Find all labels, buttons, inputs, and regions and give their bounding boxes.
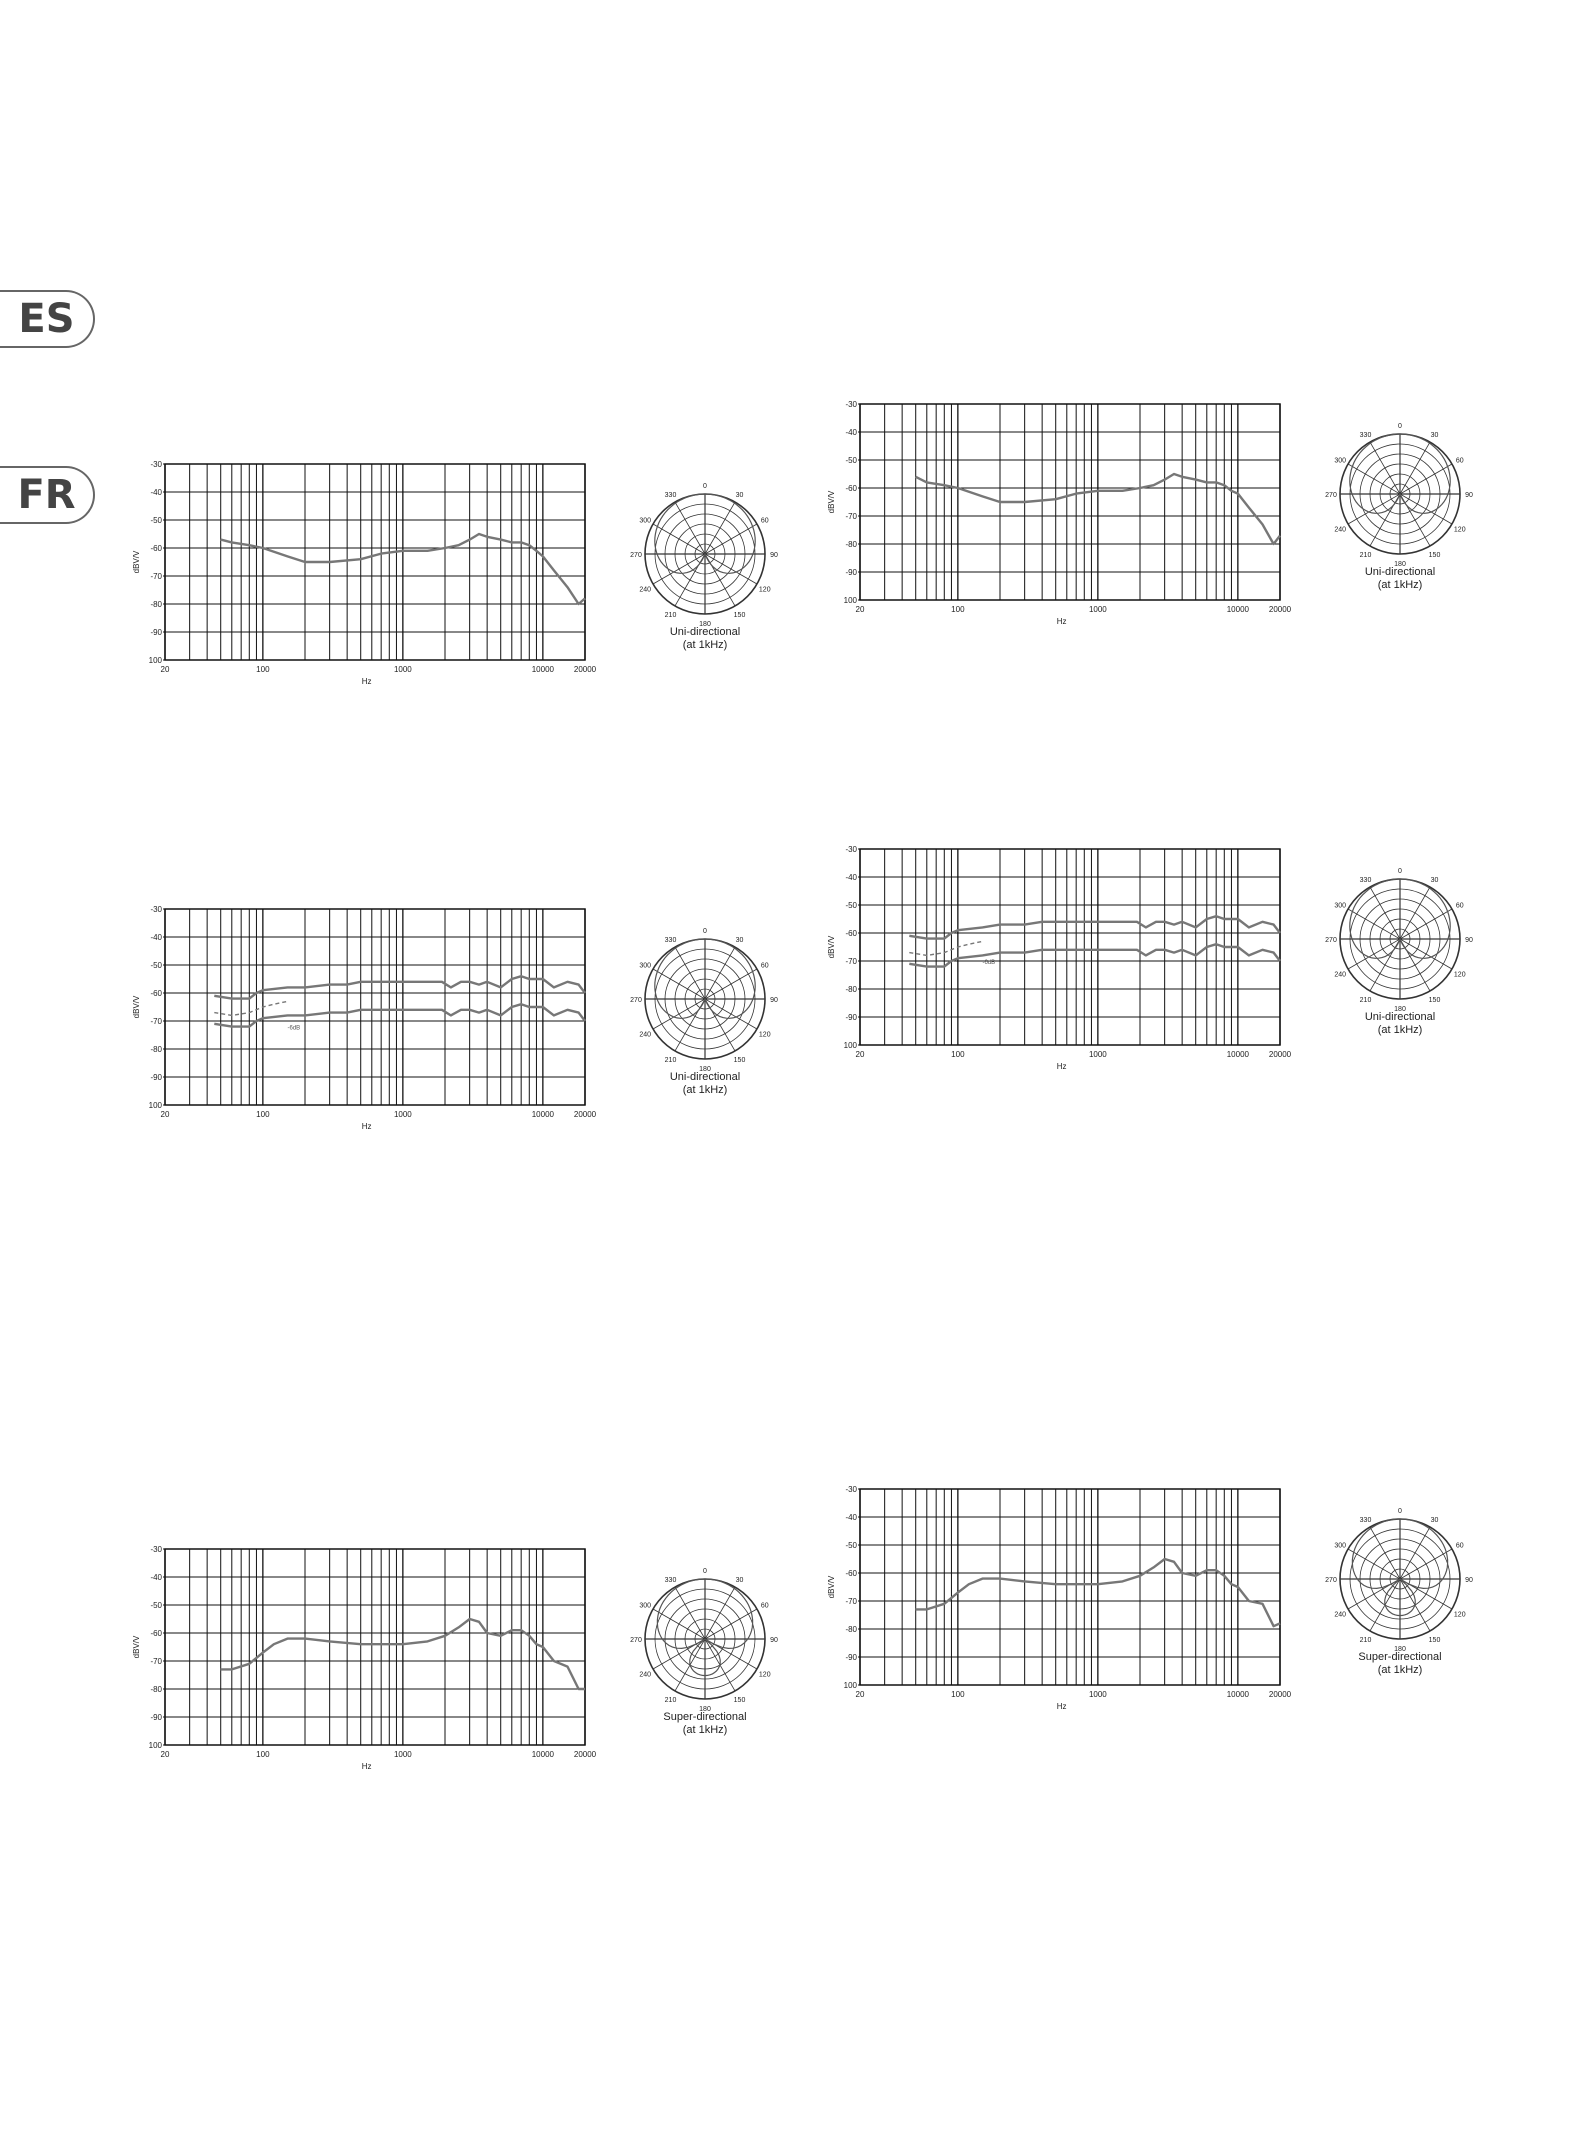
y-tick-label: -80 <box>150 1685 162 1694</box>
x-axis-label: Hz <box>1056 617 1067 626</box>
y-tick-label: -60 <box>845 484 857 493</box>
polar-angle-label: 0 <box>1398 868 1402 875</box>
polar-angle-label: 210 <box>664 611 677 619</box>
y-tick-label: -90 <box>845 1013 857 1022</box>
polar-angle-label: 90 <box>770 552 778 559</box>
y-tick-label: -50 <box>845 1541 857 1550</box>
y-tick-label: -50 <box>150 961 162 970</box>
x-tick-label: 100 <box>256 665 270 674</box>
polar-caption <box>625 626 785 652</box>
x-tick-label: 20000 <box>573 1110 597 1119</box>
polar-caption <box>625 1711 785 1737</box>
x-tick-label: 100 <box>256 1750 270 1759</box>
language-tab-es-label: ES <box>18 296 75 342</box>
x-tick-label: 100 <box>951 1690 965 1699</box>
y-tick-label: -30 <box>845 1485 857 1494</box>
y-tick-label: -60 <box>150 1629 162 1638</box>
plot-frame <box>860 849 1280 1045</box>
y-tick-label: -70 <box>150 1657 162 1666</box>
y-tick-label: -70 <box>845 512 857 521</box>
y-axis-label: dBV/V <box>132 550 141 574</box>
response-chart <box>820 845 1500 1145</box>
polar-angle-label: 180 <box>699 1066 711 1073</box>
y-axis-label: dBV/V <box>827 1575 836 1599</box>
polar-caption <box>625 1071 785 1097</box>
polar-caption-line: Uni-directional <box>1364 1011 1436 1023</box>
response-curve-3 <box>909 941 982 955</box>
polar-angle-label: 330 <box>1359 877 1372 885</box>
polar-angle-label: 240 <box>639 1031 652 1039</box>
polar-angle-label: 270 <box>1325 492 1337 499</box>
plot-grid <box>165 909 585 1105</box>
y-tick-label: -70 <box>150 1017 162 1026</box>
polar-angle-label: 150 <box>733 1696 746 1704</box>
polar-angle-label: 210 <box>664 1696 677 1704</box>
polar-angle-label: 0 <box>703 483 707 490</box>
x-tick-label: 20 <box>855 1690 865 1699</box>
plot-frame <box>860 1489 1280 1685</box>
y-tick-label: -70 <box>845 1597 857 1606</box>
x-tick-label: 10000 <box>531 1750 554 1759</box>
polar-angle-label: 330 <box>664 492 677 500</box>
polar-angle-label: 240 <box>639 1671 652 1679</box>
response-panel-3 <box>125 905 805 1205</box>
response-panel-6 <box>820 1485 1500 1785</box>
polar-angle-label: 0 <box>1398 423 1402 430</box>
polar-angle-label: 180 <box>1394 1646 1406 1653</box>
polar-angle-label: 60 <box>760 517 769 525</box>
plot-frame <box>860 404 1280 600</box>
polar-caption-line: (at 1kHz) <box>682 1084 728 1096</box>
y-tick-label: -30 <box>845 400 857 409</box>
polar-angle-label: 0 <box>703 1568 707 1575</box>
polar-caption-line: (at 1kHz) <box>682 1724 728 1736</box>
y-tick-label: -50 <box>150 1601 162 1610</box>
y-tick-label: -30 <box>150 1545 162 1554</box>
polar-angle-label: 210 <box>1359 551 1372 559</box>
x-tick-label: 20 <box>160 665 170 674</box>
plot-grid <box>860 1489 1280 1685</box>
x-tick-label: 1000 <box>1088 605 1107 614</box>
x-tick-label: 10000 <box>1226 1690 1249 1699</box>
polar-caption <box>1320 1011 1480 1037</box>
polar-angle-label: 270 <box>630 552 642 559</box>
y-tick-label: 100 <box>148 1741 162 1750</box>
y-tick-label: -50 <box>845 456 857 465</box>
y-tick-label: -60 <box>845 929 857 938</box>
polar-angle-label: 90 <box>1465 937 1473 944</box>
y-tick-label: -60 <box>150 544 162 553</box>
polar-angle-label: 30 <box>735 1577 744 1585</box>
y-tick-label: -90 <box>845 1653 857 1662</box>
x-tick-label: 20 <box>160 1750 170 1759</box>
x-tick-label: 10000 <box>1226 1050 1249 1059</box>
x-axis-label: Hz <box>361 1122 372 1131</box>
x-tick-label: 100 <box>951 1050 965 1059</box>
polar-angle-label: 240 <box>1334 526 1347 534</box>
response-curve-3 <box>214 1001 287 1015</box>
x-tick-label: 20000 <box>573 665 597 674</box>
response-panel-2 <box>820 400 1500 700</box>
polar-caption <box>1320 566 1480 592</box>
polar-angle-label: 300 <box>639 1602 652 1610</box>
plot-frame <box>165 1549 585 1745</box>
plot-grid <box>860 849 1280 1045</box>
polar-angle-label: 120 <box>1453 1611 1466 1619</box>
polar-angle-label: 180 <box>699 621 711 628</box>
y-tick-label: 100 <box>843 1681 857 1690</box>
plot-grid <box>165 464 585 660</box>
response-chart <box>125 460 805 760</box>
x-tick-label: 20 <box>855 1050 865 1059</box>
polar-angle-label: 240 <box>639 586 652 594</box>
polar-angle-label: 300 <box>1334 902 1347 910</box>
polar-angle-label: 180 <box>1394 561 1406 568</box>
language-tab-fr-label: FR <box>17 472 76 518</box>
polar-angle-label: 120 <box>758 1031 771 1039</box>
y-tick-label: -40 <box>150 488 162 497</box>
y-tick-label: -40 <box>845 873 857 882</box>
response-chart <box>820 400 1500 700</box>
polar-angle-label: 90 <box>1465 1577 1473 1584</box>
polar-caption-line: (at 1kHz) <box>1377 579 1423 591</box>
y-tick-label: 100 <box>843 1041 857 1050</box>
y-tick-label: -80 <box>845 540 857 549</box>
response-chart <box>125 1545 805 1845</box>
polar-angle-label: 30 <box>1430 432 1439 440</box>
polar-angle-label: 120 <box>1453 526 1466 534</box>
polar-angle-label: 60 <box>760 1602 769 1610</box>
polar-angle-label: 270 <box>1325 1577 1337 1584</box>
polar-angle-label: 270 <box>630 1637 642 1644</box>
polar-angle-label: 0 <box>703 928 707 935</box>
response-chart <box>125 905 805 1205</box>
polar-angle-label: 300 <box>1334 1542 1347 1550</box>
polar-caption-line: Uni-directional <box>1364 566 1436 578</box>
y-tick-label: -90 <box>150 1713 162 1722</box>
y-tick-label: -80 <box>845 1625 857 1634</box>
polar-caption-line: (at 1kHz) <box>1377 1024 1423 1036</box>
polar-angle-label: 150 <box>733 611 746 619</box>
y-axis-label: dBV/V <box>827 490 836 514</box>
x-tick-label: 10000 <box>1226 605 1249 614</box>
y-tick-label: -30 <box>150 460 162 469</box>
polar-angle-label: 240 <box>1334 1611 1347 1619</box>
response-panel-1 <box>125 460 805 760</box>
y-tick-label: -40 <box>845 1513 857 1522</box>
polar-angle-label: 150 <box>733 1056 746 1064</box>
language-tab-fr[interactable] <box>0 466 95 524</box>
y-tick-label: -80 <box>150 600 162 609</box>
response-panel-4 <box>820 845 1500 1145</box>
polar-angle-label: 180 <box>1394 1006 1406 1013</box>
x-tick-label: 20000 <box>1268 1690 1292 1699</box>
polar-angle-label: 300 <box>639 517 652 525</box>
language-tab-es[interactable] <box>0 290 95 348</box>
x-axis-label: Hz <box>361 677 372 686</box>
x-tick-label: 1000 <box>393 665 412 674</box>
x-tick-label: 1000 <box>1088 1050 1107 1059</box>
x-tick-label: 100 <box>256 1110 270 1119</box>
polar-angle-label: 30 <box>735 492 744 500</box>
polar-caption <box>1320 1651 1480 1677</box>
x-tick-label: 20000 <box>573 1750 597 1759</box>
y-tick-label: -60 <box>150 989 162 998</box>
y-tick-label: -50 <box>150 516 162 525</box>
polar-angle-label: 210 <box>1359 996 1372 1004</box>
polar-angle-label: 330 <box>664 1577 677 1585</box>
polar-caption-line: Super-directional <box>1358 1651 1442 1663</box>
x-axis-label: Hz <box>1056 1062 1067 1071</box>
polar-angle-label: 90 <box>1465 492 1473 499</box>
polar-angle-label: 300 <box>1334 457 1347 465</box>
polar-angle-label: 60 <box>1455 902 1464 910</box>
polar-angle-label: 270 <box>630 997 642 1004</box>
polar-angle-label: 90 <box>770 997 778 1004</box>
polar-angle-label: 30 <box>1430 877 1439 885</box>
y-tick-label: -50 <box>845 901 857 910</box>
y-tick-label: -40 <box>150 933 162 942</box>
polar-angle-label: 60 <box>1455 1542 1464 1550</box>
y-axis-label: dBV/V <box>827 935 836 959</box>
y-axis-label: dBV/V <box>132 1635 141 1659</box>
y-tick-label: -60 <box>845 1569 857 1578</box>
polar-angle-label: 30 <box>735 937 744 945</box>
polar-caption-line: Uni-directional <box>669 1071 741 1083</box>
polar-caption-line: (at 1kHz) <box>1377 1664 1423 1676</box>
polar-angle-label: 150 <box>1428 996 1441 1004</box>
curve-annotation: -6dB <box>982 960 996 966</box>
polar-angle-label: 150 <box>1428 1636 1441 1644</box>
x-axis-label: Hz <box>1056 1702 1067 1711</box>
x-tick-label: 10000 <box>531 665 554 674</box>
polar-caption-line: (at 1kHz) <box>682 639 728 651</box>
polar-caption-line: Uni-directional <box>669 626 741 638</box>
polar-angle-label: 120 <box>758 586 771 594</box>
y-tick-label: -30 <box>150 905 162 914</box>
response-chart <box>820 1485 1500 1785</box>
y-tick-label: -90 <box>150 628 162 637</box>
curve-annotation: -6dB <box>287 1025 301 1032</box>
plot-frame <box>165 464 585 660</box>
polar-angle-label: 0 <box>1398 1508 1402 1515</box>
y-tick-label: -80 <box>150 1045 162 1054</box>
response-panel-5 <box>125 1545 805 1845</box>
polar-angle-label: 120 <box>1453 971 1466 979</box>
polar-angle-label: 300 <box>639 962 652 970</box>
x-tick-label: 1000 <box>393 1110 412 1119</box>
y-tick-label: 100 <box>148 656 162 665</box>
y-tick-label: -30 <box>845 845 857 854</box>
polar-angle-label: 150 <box>1428 551 1441 559</box>
y-tick-label: 100 <box>843 596 857 605</box>
x-tick-label: 20 <box>160 1110 170 1119</box>
y-tick-label: -40 <box>845 428 857 437</box>
y-tick-label: -80 <box>845 985 857 994</box>
polar-angle-label: 210 <box>664 1056 677 1064</box>
polar-angle-label: 330 <box>1359 1517 1372 1525</box>
x-axis-label: Hz <box>361 1762 372 1771</box>
y-tick-label: -90 <box>845 568 857 577</box>
x-tick-label: 10000 <box>531 1110 554 1119</box>
x-tick-label: 20000 <box>1268 1050 1292 1059</box>
y-tick-label: -40 <box>150 1573 162 1582</box>
polar-angle-label: 30 <box>1430 1517 1439 1525</box>
x-tick-label: 20 <box>855 605 865 614</box>
plot-frame <box>165 909 585 1105</box>
plot-grid <box>860 404 1280 600</box>
polar-angle-label: 180 <box>699 1706 711 1713</box>
polar-angle-label: 210 <box>1359 1636 1372 1644</box>
polar-angle-label: 60 <box>760 962 769 970</box>
polar-angle-label: 60 <box>1455 457 1464 465</box>
polar-angle-label: 270 <box>1325 937 1337 944</box>
x-tick-label: 100 <box>951 605 965 614</box>
polar-caption-line: Super-directional <box>663 1711 747 1723</box>
plot-grid <box>165 1549 585 1745</box>
polar-angle-label: 330 <box>664 937 677 945</box>
polar-angle-label: 330 <box>1359 432 1372 440</box>
y-tick-label: -90 <box>150 1073 162 1082</box>
y-tick-label: -70 <box>150 572 162 581</box>
polar-angle-label: 120 <box>758 1671 771 1679</box>
y-tick-label: -70 <box>845 957 857 966</box>
x-tick-label: 1000 <box>393 1750 412 1759</box>
y-axis-label: dBV/V <box>132 995 141 1019</box>
x-tick-label: 1000 <box>1088 1690 1107 1699</box>
polar-angle-label: 240 <box>1334 971 1347 979</box>
x-tick-label: 20000 <box>1268 605 1292 614</box>
y-tick-label: 100 <box>148 1101 162 1110</box>
polar-angle-label: 90 <box>770 1637 778 1644</box>
